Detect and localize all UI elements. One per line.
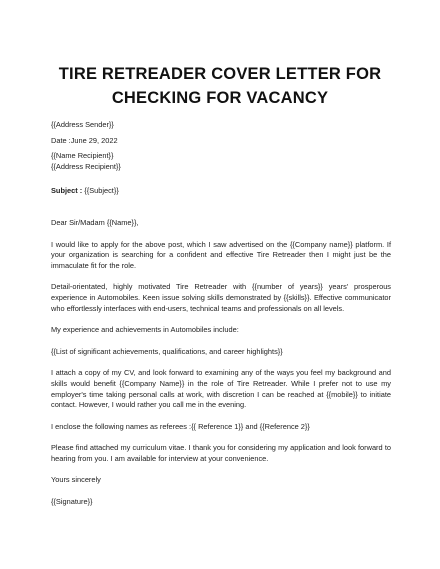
subject-line [51, 186, 391, 197]
signature: {{Signature}} [51, 497, 93, 507]
paragraph-profile: Detail-orientated, highly motivated Tire Retreader with {{number of years}} years' prosperous experience in Automobiles. Keen issue solving skills demonstrated by {{skills}}. Effective communicator who effortlessly interfaces with end-users, technical teams and professionals on all levels. [51, 282, 391, 313]
paragraph-experience-intro: My experience and achievements in Automobiles include: [51, 325, 239, 335]
title-line-1: TIRE RETREADER COVER LETTER FOR [58, 65, 382, 83]
recipient-address: {{Address Recipient}} [51, 161, 121, 171]
letter-date: Date :June 29, 2022 [51, 135, 118, 145]
salutation: Dear Sir/Madam {{Name}}, [51, 217, 139, 227]
paragraph-referees: I enclose the following names as referees :{{ Reference 1}} and {{Reference 2}} [51, 421, 310, 431]
paragraph-cv: I attach a copy of my CV, and look forward to examining any of the ways you feel my background and skills would benefit {{Company Name}} in the role of Tire Retreader. While I prefer not to use my employer's time taking personal calls at work, with discretion I can be reached at {{mobile}} to initiate contact. However, I would rather you call me in the evening. [51, 368, 391, 410]
document-title [40, 62, 400, 110]
closing-phrase: Yours sincerely [51, 475, 101, 485]
paragraph-achievements: {{List of significant achievements, qualifications, and career highlights}} [51, 346, 283, 356]
recipient-name: {{Name Recipient}} [51, 151, 114, 161]
sender-address: {{Address Sender}} [51, 120, 114, 129]
paragraph-intro: I would like to apply for the above post, which I saw advertised on the {{Company name}} platform. If your organization is searching for a confident and effective Tire Retreader then I might just be the immaculate fit for the role. [51, 239, 391, 270]
title-line-2: CHECKING FOR VACANCY [111, 89, 329, 107]
letter-body [51, 120, 391, 508]
subject-value: {{Subject}} [82, 186, 119, 196]
paragraph-closing: Please find attached my curriculum vitae. I thank you for considering my application and look forward to hearing from you. I am available for interview at your convenience. [51, 443, 391, 463]
subject-label: Subject : [51, 186, 83, 196]
